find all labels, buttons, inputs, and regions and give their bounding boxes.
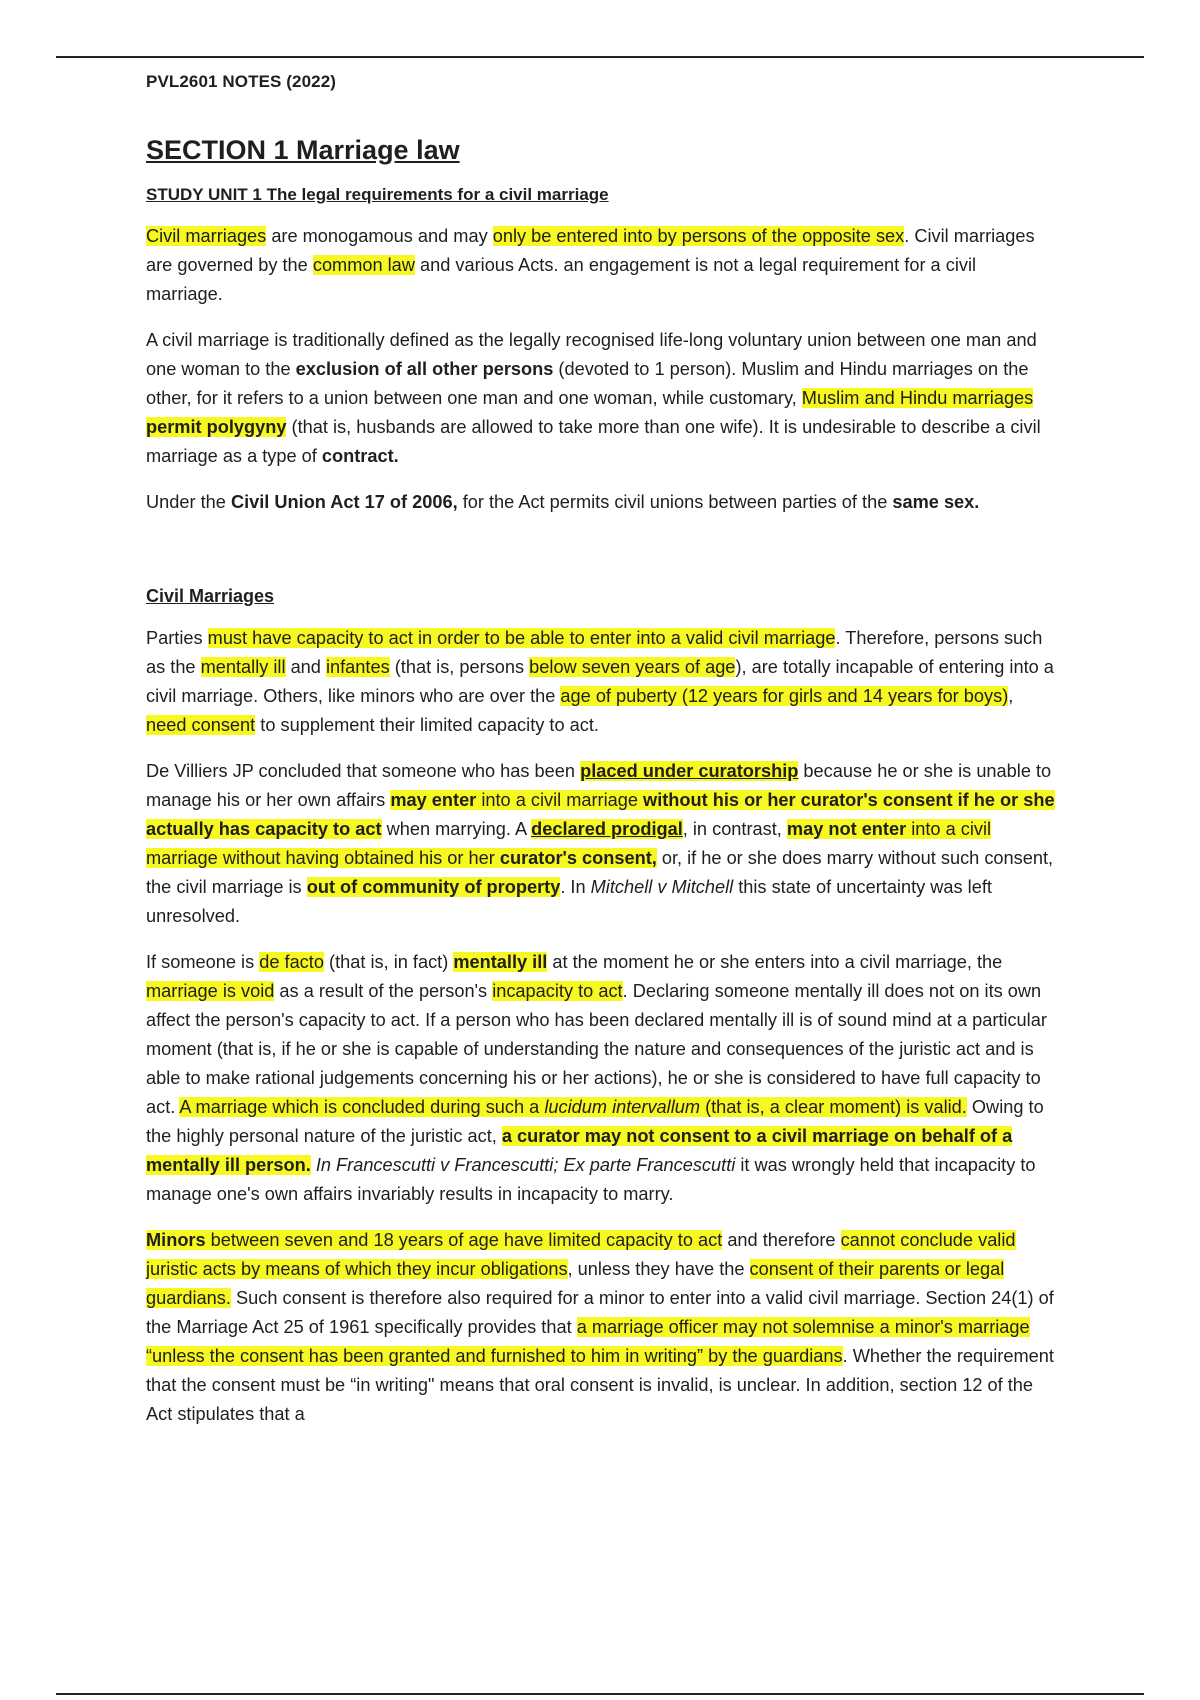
paragraph-mentally-ill: If someone is de facto (that is, in fact) mentally ill at the moment he or she enters into a civil marriage, the marriage is void as a result of the person's incapacity to act. Declaring someone mentally ill does not on its own affect the person's capacity to act. If a person who has been declared mentally ill is of sound mind at a particular moment (that is, if he or she is capable of understanding the nature and consequences of the juristic act and is able to make rational judgements concerning his or her actions), he or she is considered to have full capacity to act. A marriage which is concluded during such a lucidum intervallum (that is, a clear moment) is valid. Owing to the highly personal nature of the juristic act, a curator may not consent to a civil marriage on behalf of a mentally ill person. In Francescutti v Francescutti; Ex parte Francescutti it was wrongly held that incapacity to manage one's own affairs invariably results in incapacity to marry. — [146, 952, 1047, 1204]
paragraph-minors: Minors between seven and 18 years of age have limited capacity to act and therefore cannot conclude valid juristic acts by means of which they incur obligations, unless they have the consent of their parents or legal guardians. Such consent is therefore also required for a minor to enter into a valid civil marriage. Section 24(1) of the Marriage Act 25 of 1961 specifically provides that a marriage officer may not solemnise a minor's marriage “unless the consent has been granted and furnished to him in writing” by the guardians. Whether the requirement that the consent must be “in writing" means that oral consent is invalid, is unclear. In addition, section 12 of the Act stipulates that a — [146, 1230, 1054, 1424]
paragraph-civil-marriages-intro: Civil marriages are monogamous and may only be entered into by persons of the opposite sex. Civil marriages are governed by the common law and various Acts. an engagement is not a legal requirement for a civil marriage. — [146, 226, 1035, 304]
civil-marriages-heading: Civil Marriages — [146, 586, 275, 606]
paragraph-civil-union-act: Under the Civil Union Act 17 of 2006, for the Act permits civil unions between parties of the same sex. — [146, 492, 980, 512]
section-title: SECTION 1 Marriage law — [146, 135, 460, 165]
paragraph-curatorship: De Villiers JP concluded that someone who has been placed under curatorship because he or she is unable to manage his or her own affairs may enter into a civil marriage without his or her curator's consent if he or she actually has capacity to act when marrying. A declared prodigal, in contrast, may not enter into a civil marriage without having obtained his or her curator's consent, or, if he or she does marry without such consent, the civil marriage is out of community of property. In Mitchell v Mitchell this state of uncertainty was left unresolved. — [146, 761, 1055, 926]
top-rule — [56, 56, 1144, 58]
bottom-rule — [56, 1693, 1144, 1695]
paragraph-capacity: Parties must have capacity to act in order to be able to enter into a valid civil marriage. Therefore, persons such as the mentally ill and infantes (that is, persons below seven years of age), are totally incapable of entering into a civil marriage. Others, like minors who are over the age of puberty (12 years for girls and 14 years for boys), need consent to supplement their limited capacity to act. — [146, 628, 1054, 735]
study-unit-title: STUDY UNIT 1 The legal requirements for a civil marriage — [146, 185, 609, 204]
paragraph-definition: A civil marriage is traditionally defined as the legally recognised life-long voluntary union between one man and one woman to the exclusion of all other persons (devoted to 1 person). Muslim and Hindu marriages on the other, for it refers to a union between one man and one woman, while customary, Muslim and Hindu marriages permit polygyny (that is, husbands are allowed to take more than one wife). It is undesirable to describe a civil marriage as a type of contract. — [146, 330, 1041, 466]
spacer — [146, 534, 1056, 586]
document-page — [146, 72, 1056, 1446]
document-header: PVL2601 NOTES (2022) — [146, 72, 337, 91]
